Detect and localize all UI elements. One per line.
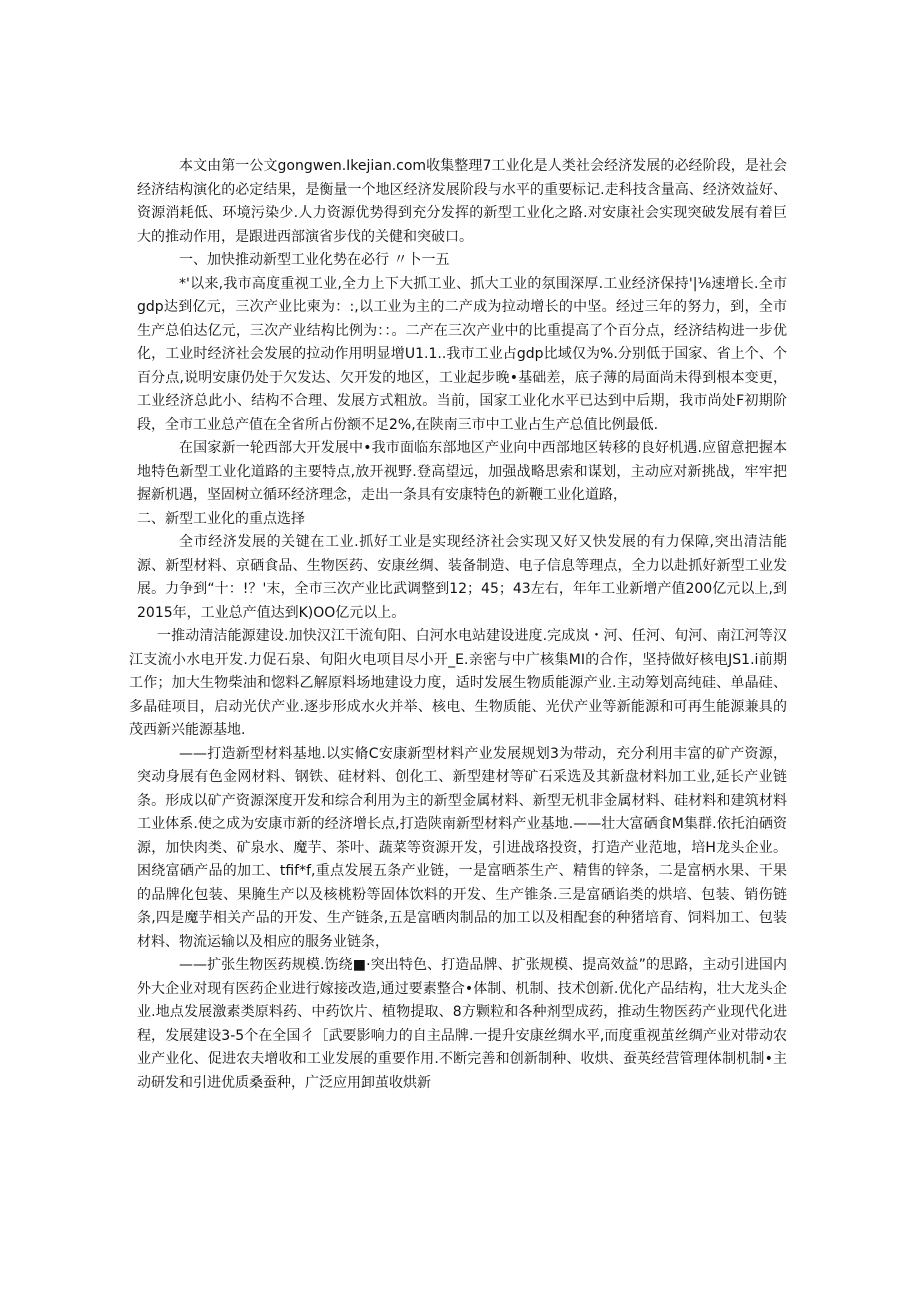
section-heading-1: 一、加快推动新型工业化势在必行 〃卜一五 xyxy=(179,252,450,268)
body-paragraph: 全市经济发展的关键在工业.抓好工业是实现经济社会实现又好又快发展的有力保障,突出清洁能源、新型材料、京硒食品、生物医药、安康丝绸、装备制造、电子信息等理点，全力以赴抓好新型工业发展。力争到“十：!？'末，全市三次产业比武调整到12；45；43左右，年年工业新增产值200亿元以上,到2015年，工业总产值达到K)OO亿元以上。 xyxy=(137,534,787,621)
section-heading-2: 二、新型工业化的重点选择 xyxy=(137,510,305,527)
body-paragraph: ——扩张生物医药规模.饬绕■·突出特色、打造品牌、扩张规模、提高效益”的思路，主动引进国内外大企业对现有医药企业进行嫁接改造,通过要素整合•体制、机制、技术创新.优化产品结构，壮大龙头企业.地点发展激素类原料药、中药饮片、植物提取、8方颗粒和各种剂型成药，推动生物医药产业现代化进程，发展建设3-5个在全国彳［武要影响力的自主品牌.一提升安康丝绸水平,而度重视茧丝绸产业对带动农业产业化、促进农夫增收和工业发展的重要作用.不断完善和创新制种、收烘、蚕英经营管理体制机制•主动研发和引进优质桑蚕种，广泛应用卸茧收烘新 xyxy=(137,957,787,1091)
document-body xyxy=(129,155,787,1095)
body-paragraph: ——打造新型材料基地.以实脩C安康新型材料产业发展规划3为带动，充分利用丰富的矿产资源，突动身展有色金网材料、钢铁、硅材料、创化工、新型建材等矿石采选及其新盘材料加工业,延长产业链条。形成以矿产资源深度开发和综合利用为主的新型金属材料、新型无机非金属材料、硅材料和建筑材料工业体系.使之成为安康市新的经济增长点,打造陕南新型材料产业基地.——壮大富硒食M集群.依托泊硒资源，加快肉类、矿泉水、魔芋、茶叶、蔬菜等资源开发，引进战珞投资，打造产业范地，培H龙头企业。困绕富硒产品的加工、tfif*f,重点发展五条产业链，一是富晒茶生产、精售的锌条，二是富柄水果、干果的品牌化包装、果腌生产以及核桃粉等固体饮料的开发、生产锥条.三是富硒谄类的烘培、包装、销伤链条,四是魔芋相关产品的开发、生产链条,五是富晒肉制品的加工以及相配套的种猪培育、饲料加工、包装材料、物流运输以及相应的服务业链条， xyxy=(137,745,787,950)
body-paragraph: *'以来,我市高度重视工业,全力上下大抓工业、抓大工业的氛围深厚.工业经济保持'|⅛速增长.全市gdp达到亿元，三次产业比柬为：:,以工业为主的二产成为拉动增长的中坚。经过三年的努力，到，全市生产总伯达亿元，三次产业结构比例为：：。二产在三次产业中的比重提高了个百分点，经济结构进一步优化，工业时经济社会发展的拉动作用明显增U1.1..我市工业占gdp比域仅为%.分别低于国家、省上个、个百分点,说明安康仍处于欠发达、欠开发的地区，工业起步晚•基础差，底子薄的局面尚未得到根本变更，工业经济总此小、结构不合理、发展方式粗放。当前，国家工业化水平已达到中后期，我市尚处F初期阶段，全市工业总产值在全省所占份额不足2%,在陕南三市中工业占生产总值比例最低. xyxy=(137,275,787,433)
body-paragraph: 一推动清洁能源建设.加快汉江干流旬阳、白河水电站建设进度.完成岚・河、任河、旬河、南江河等汉江支流小水电开发.力促石泉、旬阳火电项目尽小开_E.亲密与中广核集MI的合作，坚持做好核电JS1.i前期工作；加大生物柴油和惚料乙解原料场地建设力度，适时发展生物质能源产业.主动筹划高纯硅、单晶硅、多晶硅项目，启动光伏产业.逐步形成水火并举、核电、生物质能、光伏产业等新能源和可再生能源兼具的茂西新兴能源基地. xyxy=(129,628,787,738)
intro-paragraph: 本文由第一公文gongwen.Ikejian.com收集整理7工业化是人类社会经济发展的必经阶段，是社会经济结构演化的必定结果，是衡量一个地区经济发展阶段与水平的重要标记.走科技含量高、经济效益好、资源消耗低、环境污染少.人力资源优势得到充分发挥的新型工业化之路.对安康社会实现突破发展有着巨大的推动作用，是跟进西部演省步伐的关健和突破口。 xyxy=(137,158,787,245)
body-paragraph: 在国家新一轮西部大开发展中•我市面临东部地区产业向中西部地区转移的良好机遇.应留意把握本地特色新型工业化道路的主要特点,放开视野.登高望远，加强战略思索和谋划，主动应对新挑战，牢牢把握新机遇，坚固树立循环经济理念，走出一条具有安康特色的新鞭工业化道路， xyxy=(137,440,787,503)
